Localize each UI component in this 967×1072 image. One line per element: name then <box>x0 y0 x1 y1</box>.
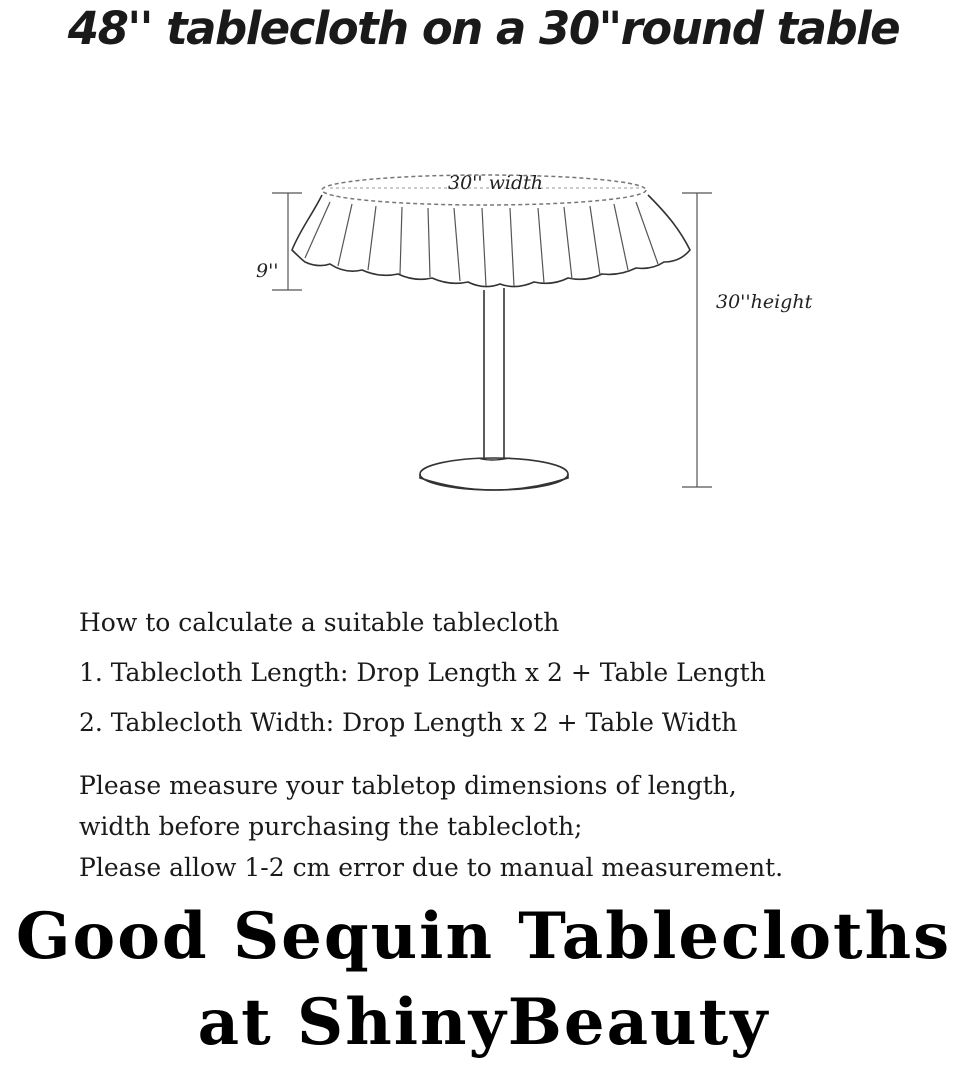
tablecloth-folds <box>305 202 658 286</box>
note-line: width before purchasing the tablecloth; <box>79 812 583 841</box>
table-illustration <box>0 140 967 520</box>
measurement-note <box>79 765 959 888</box>
instruction-step: 1. Tablecloth Length: Drop Length x 2 + Table Length <box>79 658 766 687</box>
note-line: Please measure your tabletop dimensions of length, <box>79 771 737 800</box>
promo-line-2: at ShinyBeauty <box>197 985 770 1060</box>
instructions-heading: How to calculate a suitable tablecloth <box>79 608 560 637</box>
height-dimension <box>682 193 712 487</box>
calculation-instructions <box>79 598 959 748</box>
promo-banner <box>0 894 967 1066</box>
tablecloth-skirt <box>292 195 690 287</box>
page-title: 48'' tablecloth on a 30"round table <box>67 2 900 55</box>
table-base <box>420 458 568 490</box>
height-label: 30''height <box>716 291 813 313</box>
table-diagram <box>0 140 967 520</box>
table-pedestal <box>478 288 510 460</box>
note-line: Please allow 1-2 cm error due to manual measurement. <box>79 853 784 882</box>
width-label: 30'' width <box>448 172 544 194</box>
promo-line-1: Good Sequin Tablecloths <box>15 899 952 974</box>
instruction-step: 2. Tablecloth Width: Drop Length x 2 + Table Width <box>79 708 738 737</box>
drop-label: 9'' <box>256 260 279 282</box>
